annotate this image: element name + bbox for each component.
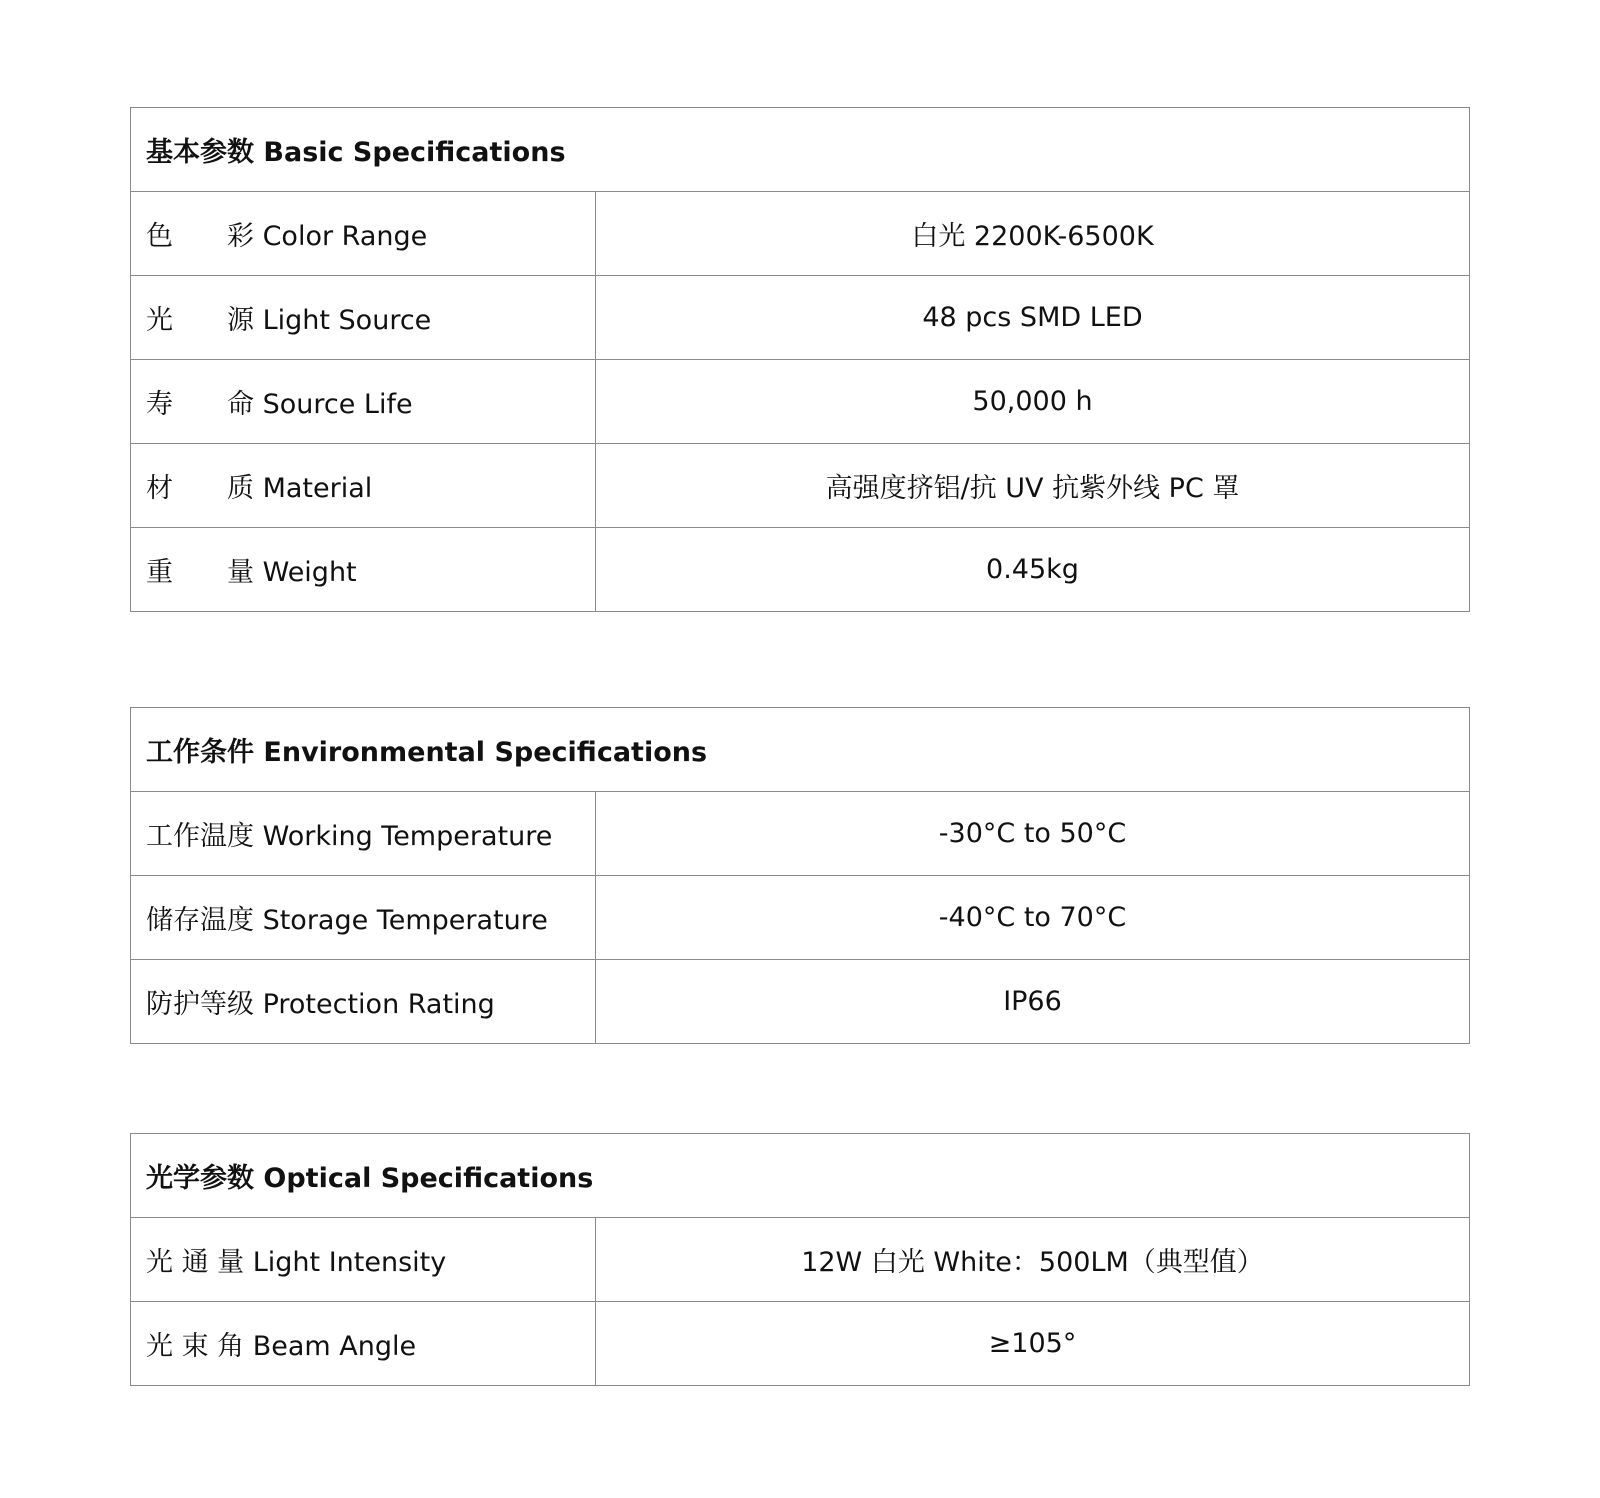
row-label: 重 量 Weight — [131, 528, 596, 612]
row-label: 光 通 量 Light Intensity — [131, 1218, 596, 1302]
row-label: 色 彩 Color Range — [131, 192, 596, 276]
row-value: 50,000 h — [596, 360, 1470, 444]
row-value: -30°C to 50°C — [596, 792, 1470, 876]
row-value: ≥105° — [596, 1302, 1470, 1386]
table-row — [131, 276, 1470, 360]
table-row — [131, 1302, 1470, 1386]
table-row — [131, 444, 1470, 528]
row-label: 储存温度 Storage Temperature — [131, 876, 596, 960]
basic-specifications-table — [130, 107, 1470, 612]
row-label: 光 源 Light Source — [131, 276, 596, 360]
environmental-specifications-table — [130, 707, 1470, 1044]
row-label: 材 质 Material — [131, 444, 596, 528]
row-label: 寿 命 Source Life — [131, 360, 596, 444]
row-value: 0.45kg — [596, 528, 1470, 612]
table-row — [131, 360, 1470, 444]
table-row — [131, 876, 1470, 960]
row-value: IP66 — [596, 960, 1470, 1044]
row-value: 高强度挤铝/抗 UV 抗紫外线 PC 罩 — [596, 444, 1470, 528]
table-row — [131, 528, 1470, 612]
table-row — [131, 792, 1470, 876]
section-title: 基本参数 Basic Specifications — [131, 108, 1470, 192]
row-label: 防护等级 Protection Rating — [131, 960, 596, 1044]
row-value: -40°C to 70°C — [596, 876, 1470, 960]
table-row — [131, 192, 1470, 276]
table-row — [131, 1218, 1470, 1302]
row-value: 白光 2200K-6500K — [596, 192, 1470, 276]
row-value: 48 pcs SMD LED — [596, 276, 1470, 360]
section-title: 光学参数 Optical Specifications — [131, 1134, 1470, 1218]
row-label: 工作温度 Working Temperature — [131, 792, 596, 876]
optical-specifications-table — [130, 1133, 1470, 1386]
row-label: 光 束 角 Beam Angle — [131, 1302, 596, 1386]
row-value: 12W 白光 White：500LM（典型值） — [596, 1218, 1470, 1302]
section-title: 工作条件 Environmental Specifications — [131, 708, 1470, 792]
table-row — [131, 960, 1470, 1044]
